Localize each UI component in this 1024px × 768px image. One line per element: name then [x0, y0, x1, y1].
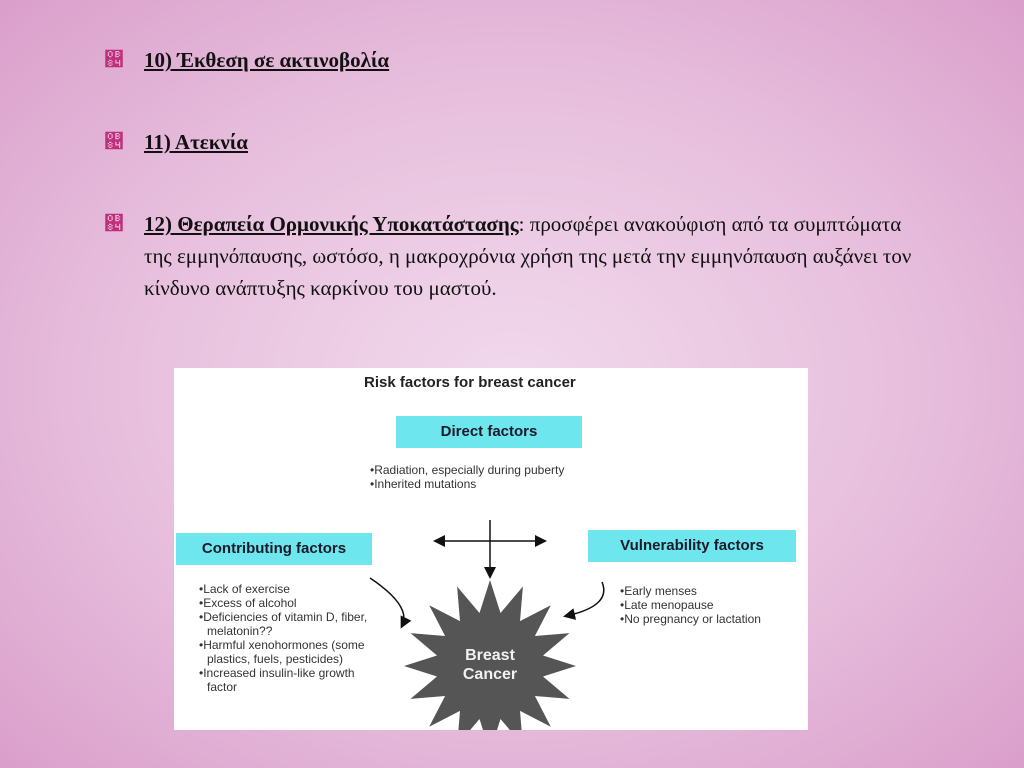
breast-cancer-line2: Cancer — [462, 666, 518, 683]
arrow-curved-right — [566, 582, 604, 616]
bullet-body: : προσφέρει ανακούφιση από τα συμπτώματα της εμμηνόπαυσης, ωστόσο, η μακροχρόνια χρήση της μετά την εμμηνόπαυση αυξάνει τον κίνδυνο ανάπτυξης καρκίνου του μαστού. — [144, 212, 912, 300]
list-item: • Deficiencies of vitamin D, fiber, melatonin?? — [199, 610, 379, 638]
list-item: • No pregnancy or lactation — [620, 612, 800, 626]
list-item: • Early menses — [620, 584, 800, 598]
vulnerability-factors-list — [620, 584, 800, 626]
bullet-heading: 11) Ατεκνία — [144, 130, 249, 154]
bullet-childlessness — [104, 126, 934, 158]
bullet-text — [144, 126, 934, 158]
contributing-factors-list — [199, 582, 379, 694]
bullet-radiation — [104, 44, 934, 76]
direct-factors-box: Direct factors — [396, 416, 582, 448]
breast-cancer-label — [440, 646, 540, 684]
bullet-marker-icon: ஄ — [104, 49, 124, 71]
bullet-heading: 10) Έκθεση σε ακτινοβολία — [144, 48, 390, 72]
bullet-text — [144, 44, 934, 76]
bullet-heading: 12) Θεραπεία Ορμονικής Υποκατάστασης — [144, 212, 519, 236]
list-item: • Excess of alcohol — [199, 596, 379, 610]
bullet-hormone-therapy — [104, 208, 934, 304]
list-item: • Increased insulin-like growth factor — [199, 666, 379, 694]
figure-title: Risk factors for breast cancer — [364, 374, 576, 391]
list-item: • Late menopause — [620, 598, 800, 612]
list-item: • Inherited mutations — [370, 477, 670, 491]
direct-factors-list — [370, 463, 670, 491]
bullet-text — [144, 208, 934, 304]
vulnerability-factors-box: Vulnerability factors — [588, 530, 796, 562]
list-item: • Harmful xenohormones (some plastics, fuels, pesticides) — [199, 638, 379, 666]
list-item: • Radiation, especially during puberty — [370, 463, 670, 477]
bullet-marker-icon: ஄ — [104, 131, 124, 153]
risk-factors-figure — [174, 368, 808, 730]
bullet-marker-icon: ஄ — [104, 213, 124, 235]
contributing-factors-box: Contributing factors — [176, 533, 372, 565]
breast-cancer-line1: Breast — [465, 647, 515, 664]
list-item: • Lack of exercise — [199, 582, 379, 596]
